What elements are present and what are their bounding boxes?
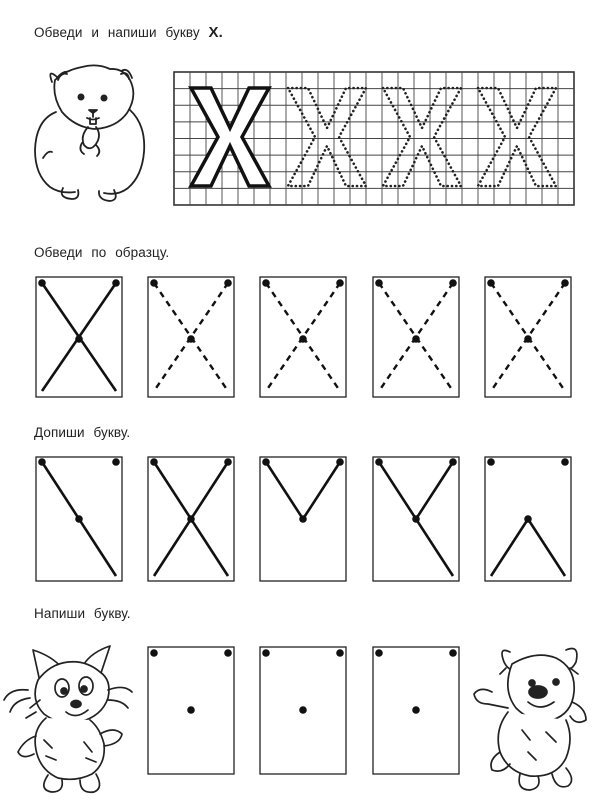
hamster-illustration xyxy=(35,65,144,201)
heading-finish-letter: Допиши букву. xyxy=(34,425,131,440)
heading-trace-write-text: Обведи и напиши букву xyxy=(34,25,200,40)
write-box[interactable] xyxy=(148,647,234,774)
heading-letter: Х. xyxy=(208,24,223,41)
trace-sample-row xyxy=(36,277,571,397)
finish-box[interactable] xyxy=(36,457,122,581)
write-box[interactable] xyxy=(373,647,459,774)
dashed-box[interactable] xyxy=(260,277,346,397)
sample-box xyxy=(36,277,122,397)
write-letter-row xyxy=(148,647,459,774)
dashed-box[interactable] xyxy=(148,277,234,397)
kitten-illustration xyxy=(4,646,132,792)
puppy-illustration xyxy=(474,649,586,791)
finish-box[interactable] xyxy=(260,457,346,581)
dashed-box[interactable] xyxy=(373,277,459,397)
finish-box[interactable] xyxy=(148,457,234,581)
finish-letter-row xyxy=(36,457,571,581)
dashed-box[interactable] xyxy=(485,277,571,397)
heading-write-letter: Напиши букву. xyxy=(34,606,131,621)
finish-box[interactable] xyxy=(485,457,571,581)
heading-trace-sample: Обведи по образцу. xyxy=(34,245,170,260)
write-box[interactable] xyxy=(260,647,346,774)
finish-box[interactable] xyxy=(373,457,459,581)
